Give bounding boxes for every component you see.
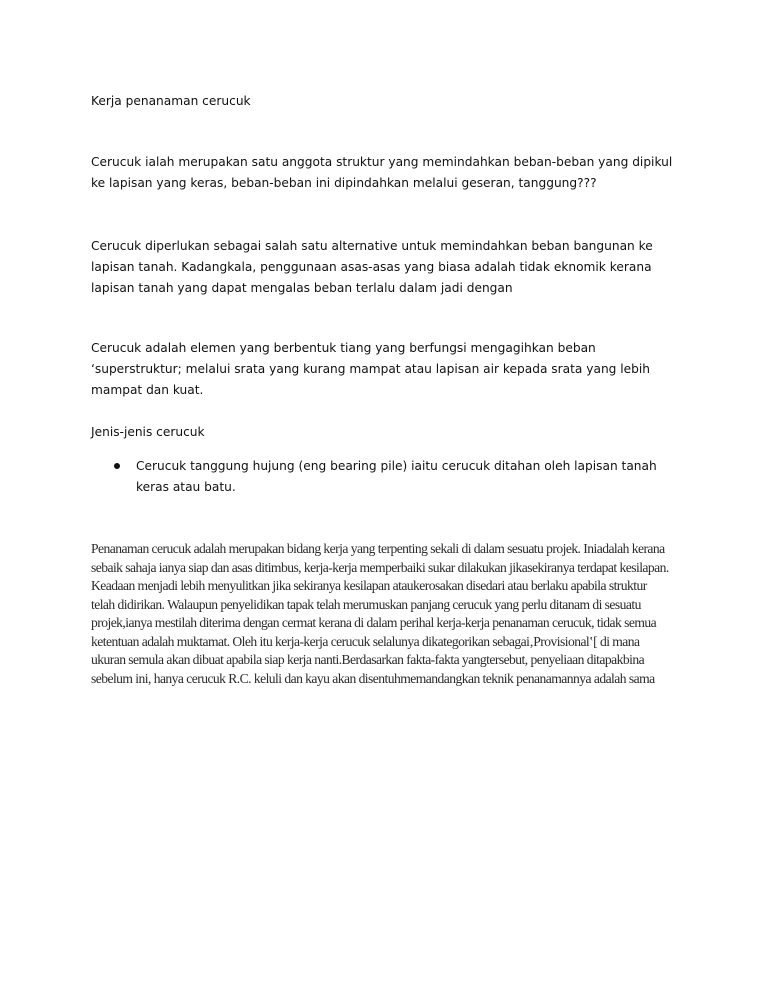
bullet-icon [114, 463, 120, 469]
paragraph-closing: Penanaman cerucuk adalah merupakan bidang kerja yang terpenting sekali di dalam sesuatu projek. Iniadalah kerana sebaik sahaja ianya siap dan asas ditimbus, kerja-kerja memperbaiki sukar dilakukan jikasekiranya terdapat kesilapan. Keadaan menjadi lebih menyulitkan jika sekiranya kesilapan ataukerosakan disedari atau berlaku apabila struktur telah didirikan. Walaupun penyelidikan tapak telah merumuskan panjang cerucuk yang perlu ditanam di sesuatu projek,ianya mestilah diterima dengan cermat kerana di dalam perihal kerja-kerja penanaman cerucuk, tidak semua ketentuan adalah muktamat. Oleh itu kerja-kerja cerucuk selalunya dikategorikan sebagai‚Provisional‛[ di mana ukuran semula akan dibuat apabila siap kerja nanti.Berdasarkan fakta-fakta yangtersebut, penyeliaan ditapakbina sebelum ini, hanya cerucuk R.C. keluli dan kayu akan disentuhmemandangkan teknik penanamannya adalah sama [91, 541, 669, 686]
paragraph-definition: Cerucuk ialah merupakan satu anggota struktur yang memindahkan beban-beban yang dipikul ke lapisan yang keras, beban-beban ini dipindahkan melalui geseran, tanggung??? [91, 155, 673, 190]
list-item-text: Cerucuk tanggung hujung (eng bearing pile) iaitu cerucuk ditahan oleh lapisan tanah keras atau batu. [136, 459, 657, 494]
types-list [91, 456, 681, 498]
paragraph-element: Cerucuk adalah elemen yang berbentuk tiang yang berfungsi mengagihkan beban ‘superstruktur; melalui srata yang kurang mampat atau lapisan air kepada srata yang lebih mampat dan kuat. [91, 341, 651, 397]
paragraph-need: Cerucuk diperlukan sebagai salah satu alternative untuk memindahkan beban bangunan ke lapisan tanah. Kadangkala, penggunaan asas-asas yang biasa adalah tidak eknomik kerana lapisan tanah yang dapat mengalas beban terlalu dalam jadi dengan [91, 239, 653, 295]
types-heading: Jenis-jenis cerucuk [91, 425, 205, 439]
document-title: Kerja penanaman cerucuk [91, 94, 251, 108]
list-item [91, 456, 681, 498]
